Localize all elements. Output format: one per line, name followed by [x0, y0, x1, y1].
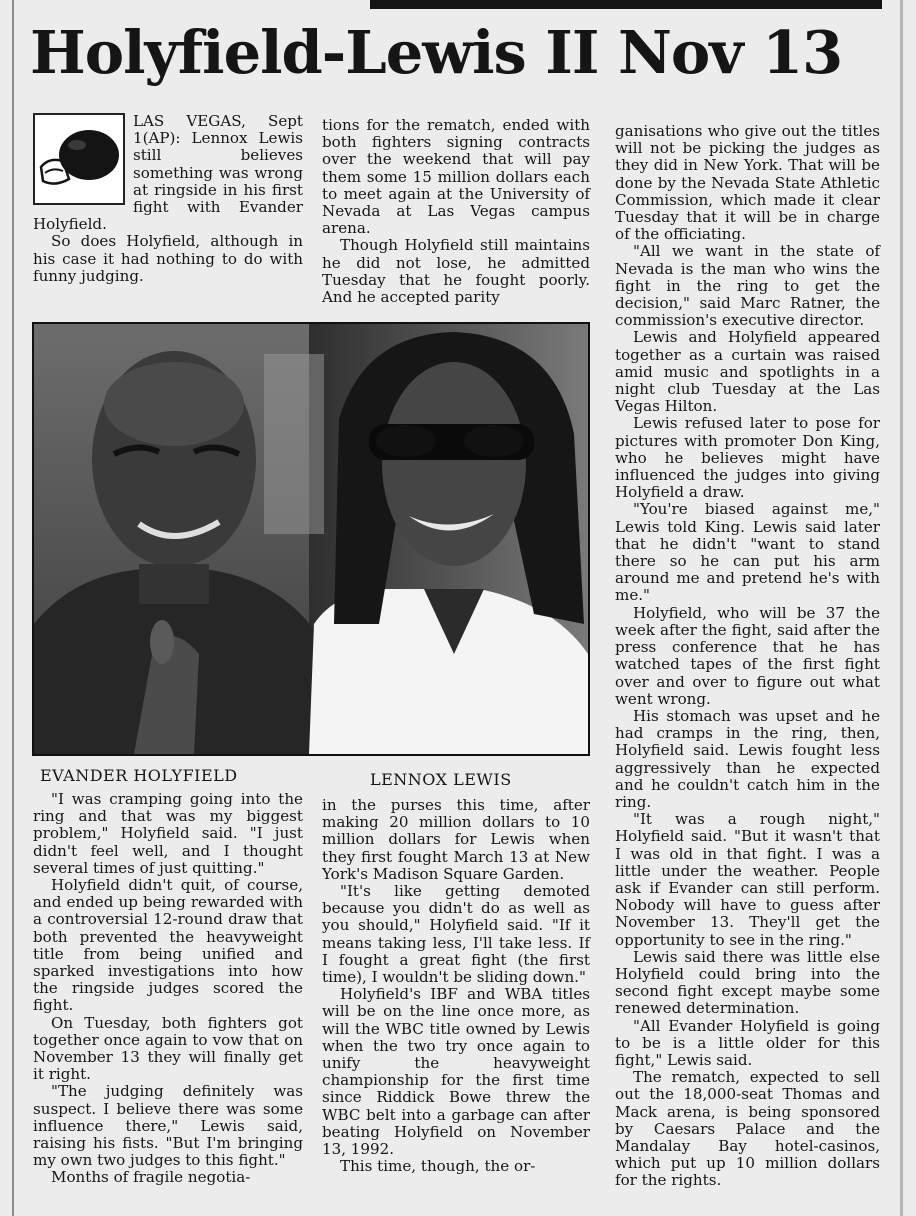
paragraph: Holyfield's IBF and WBA titles will be on the line once more, as will the WBC title owned by Lewis when the two try once again to unify the heavyweight championship for the first time since Riddick Bowe threw the WBC belt into a garbage can after beating Holyfield on November 13, 1992. [322, 985, 590, 1159]
paragraph: "All Evander Holyfield is going to be is a little older for this fight," Lewis said. [615, 1016, 880, 1069]
paragraph: On Tuesday, both fighters got together once again to vow that on November 13 they will finally get it right. [33, 1013, 303, 1084]
paragraph: The rematch, expected to sell out the 18,000-seat Thomas and Mack arena, is being sponsored by Caesars Palace and the Mandalay Bay hotel-casinos, which put up 10 million dollars for the rights. [615, 1068, 880, 1190]
paragraph: Lewis said there was little else Holyfield could bring into the second fight except maybe some renewed determination. [615, 947, 880, 1018]
fighters-photo [32, 322, 590, 756]
top-rule [370, 0, 882, 9]
paragraph: tions for the rematch, ended with both fighters signing contracts over the weekend that will pay them some 15 million dollars each to meet again at the University of Nevada at Las Vegas campus arena. [322, 116, 590, 238]
paragraph: Holyfield, who will be 37 the week after the fight, said after the press conference that he has watched tapes of the first fight over and over to figure out what went wrong. [615, 603, 880, 708]
paragraph: Lewis and Holyfield appeared together as a curtain was raised amid music and spotlights in a night club Tuesday at the Las Vegas Hilton. [615, 328, 880, 416]
boxing-glove-icon [33, 113, 125, 205]
paragraph: "The judging definitely was suspect. I believe there was some influence there," Lewis said, raising his fists. "But I'm bringing my own two judges to this fight." [33, 1082, 303, 1170]
paragraph: LAS VEGAS, Sept 1(AP): Lennox Lewis still believes something was wrong at ringside in his first fight with Evander Holyfield. [33, 112, 303, 234]
paragraph: ganisations who give out the titles will not be picking the judges as they did in New York. That will be done by the Nevada State Athletic Commission, which made it clear Tuesday that it will be in charge of the officiating. [615, 122, 880, 244]
paragraph: Holyfield didn't quit, of course, and ended up being rewarded with a controversial 12-round draw that both prevented the heavyweight title from being unified and sparked investigations into how the ringside judges scored the fight. [33, 876, 303, 1015]
paragraph: "It's like getting demoted because you didn't do as well as you should," Holyfield said. "If it means taking less, I'll take less. If I fought a great fight (the first time), I wouldn't be sliding down." [322, 882, 590, 987]
article-column-2 [322, 117, 590, 306]
paragraph: "You're biased against me," Lewis told King. Lewis said later that he didn't "want to stand there so he can put his arm around me and pretend he's with me." [615, 500, 880, 605]
right-border [900, 0, 903, 1216]
paragraph: Months of fragile negotia- [51, 1168, 251, 1187]
paragraph: His stomach was upset and he had cramps in the ring, then, Holyfield said. Lewis fought less aggressively than he expected and he couldn't catch him in the ring. [615, 706, 880, 811]
article-column-5 [322, 797, 590, 1175]
paragraph: So does Holyfield, although in his case it had nothing to do with funny judging. [33, 232, 303, 285]
article-column-4 [33, 791, 303, 1187]
lewis-head [382, 362, 526, 566]
paragraph: Though Holyfield still maintains he did not lose, he admitted Tuesday that he fought poorly. And he accepted parity [322, 236, 590, 307]
paragraph: "All we want in the state of Nevada is the man who wins the fight in the ring to get the decision," said Marc Ratner, the commission's executive director. [615, 242, 880, 330]
paragraph: "I was cramping going into the ring and that was my biggest problem," Holyfield said. "I just didn't feel well, and I thought several times of just quitting." [33, 790, 303, 877]
paragraph: This time, though, the or- [340, 1157, 536, 1176]
article-column-1 [33, 113, 303, 285]
caption-holyfield: EVANDER HOLYFIELD [40, 766, 238, 785]
caption-lewis: LENNOX LEWIS [370, 770, 512, 789]
article-column-3 [615, 123, 880, 1190]
paragraph: Lewis refused later to pose for pictures with promoter Don King, who he believes might have influenced the judges into giving Holyfield a draw. [615, 414, 880, 502]
paragraph: "It was a rough night," Holyfield said. "But it wasn't that I was old in that fight. I was a little under the weather. People ask if Evander can still perform. Nobody will have to guess after November 13. They'll get the opportunity to see in the ring." [615, 810, 880, 949]
paragraph: in the purses this time, after making 20 million dollars to 10 million dollars for Lewis when they first fought March 13 at New York's Madison Square Garden. [322, 796, 590, 883]
left-border [12, 0, 14, 1216]
headline: Holyfield-Lewis II Nov 13 [30, 18, 843, 87]
